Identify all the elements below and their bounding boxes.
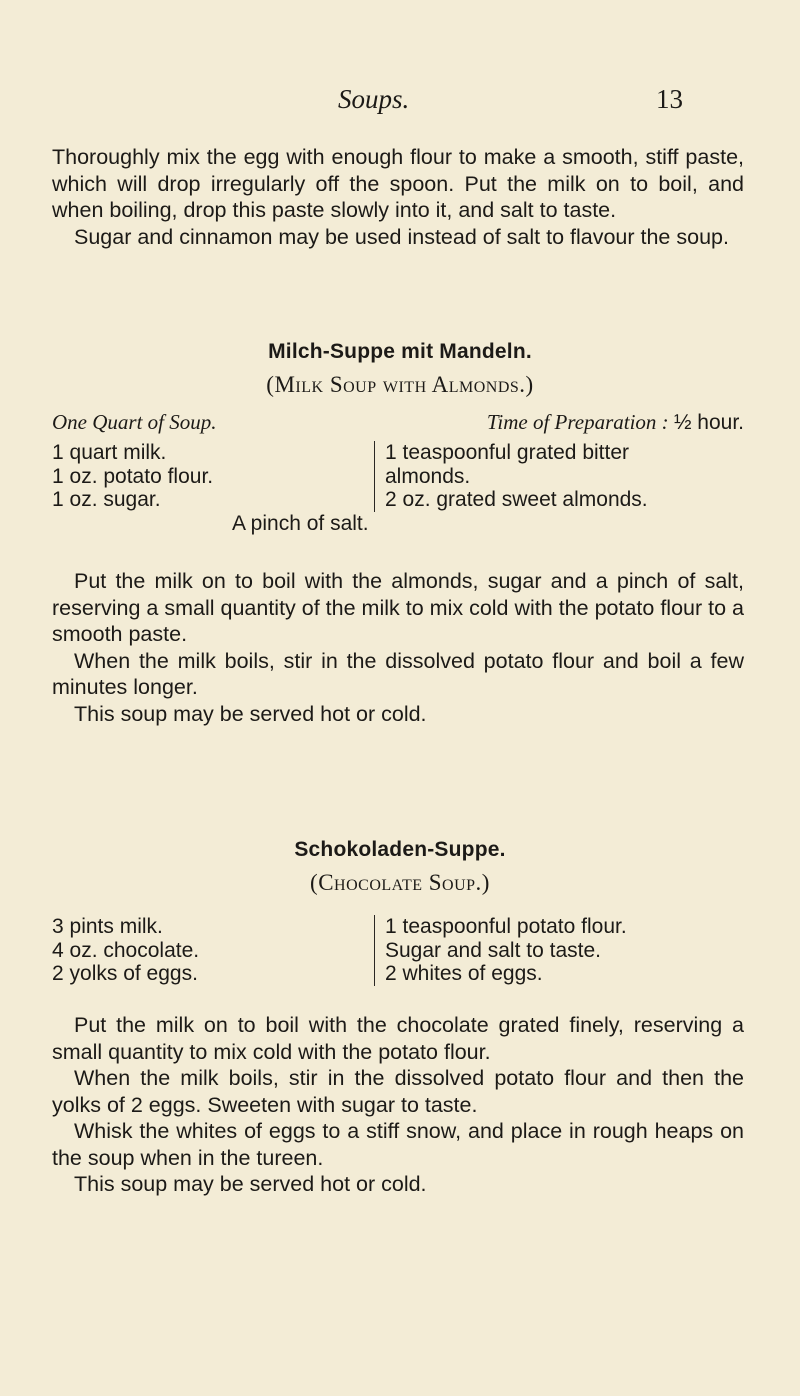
method-paragraph: This soup may be served hot or cold. [74,1172,427,1196]
method-paragraph: This soup may be served hot or cold. [74,701,427,726]
method-paragraph: When the milk boils, stir in the dissolved potato flour and boil a few minutes longer. [52,648,744,699]
ingredient: 1 teaspoonful grated bitter [385,441,630,464]
ingredient: 1 teaspoonful potato flour. [385,915,627,938]
ingredient: 2 oz. grated sweet almonds. [385,488,648,511]
method-paragraph: Put the milk on to boil with the chocolate grated finely, reserving a small quantity to mix cold with the potato flour. [52,1013,744,1064]
recipe-method [52,1012,744,1198]
time-value: ½ hour. [673,411,744,434]
running-title: Soups. [338,84,410,114]
method-paragraph: Put the milk on to boil with the almonds, sugar and a pinch of salt, reserving a small quantity of the milk to mix cold with the potato flour to a smooth paste. [52,569,744,646]
ingredients-right [374,441,648,512]
recipe-title: Schokoladen-Suppe. [294,838,506,861]
ingredient: 2 whites of eggs. [385,962,543,985]
running-head [0,84,800,124]
time-of-preparation [487,410,744,435]
ingredient: 2 yolks of eggs. [52,962,198,985]
recipe-method [52,568,744,727]
ingredients-right [374,915,627,986]
ingredient-extra: A pinch of salt. [232,512,369,535]
ingredient: 3 pints milk. [52,915,163,938]
intro-paragraph: Thoroughly mix the egg with enough flour to make a smooth, stiff paste, which will drop irregularly off the spoon. Put the milk on to boil, and when boiling, drop this paste slowly into it, and salt to taste. [52,145,744,222]
recipe-subtitle: (Chocolate Soup.) [310,870,490,895]
ingredients-left [52,915,199,986]
method-paragraph: When the milk boils, stir in the dissolved potato flour and then the yolks of 2 eggs. Sweeten with sugar to taste. [52,1066,744,1117]
page-number: 13 [656,84,683,114]
ingredient: 1 oz. potato flour. [52,464,214,488]
method-paragraph: Whisk the whites of eggs to a stiff snow, and place in rough heaps on the soup when in the tureen. [52,1119,744,1170]
ingredient: 4 oz. chocolate. [52,938,200,962]
ingredients-left [52,441,213,512]
ingredient: Sugar and salt to taste. [385,938,601,962]
recipe-subtitle: (Milk Soup with Almonds.) [266,372,534,397]
time-label: Time of Preparation : [486,410,669,434]
ingredient: 1 oz. sugar. [52,488,161,511]
yield-label: One Quart of Soup. [52,410,217,434]
ingredient: 1 quart milk. [52,441,167,464]
intro-text [52,144,744,250]
ingredient: almonds. [385,464,471,488]
recipe-title: Milch-Suppe mit Mandeln. [268,340,532,363]
intro-paragraph: Sugar and cinnamon may be used instead of salt to flavour the soup. [74,224,729,249]
